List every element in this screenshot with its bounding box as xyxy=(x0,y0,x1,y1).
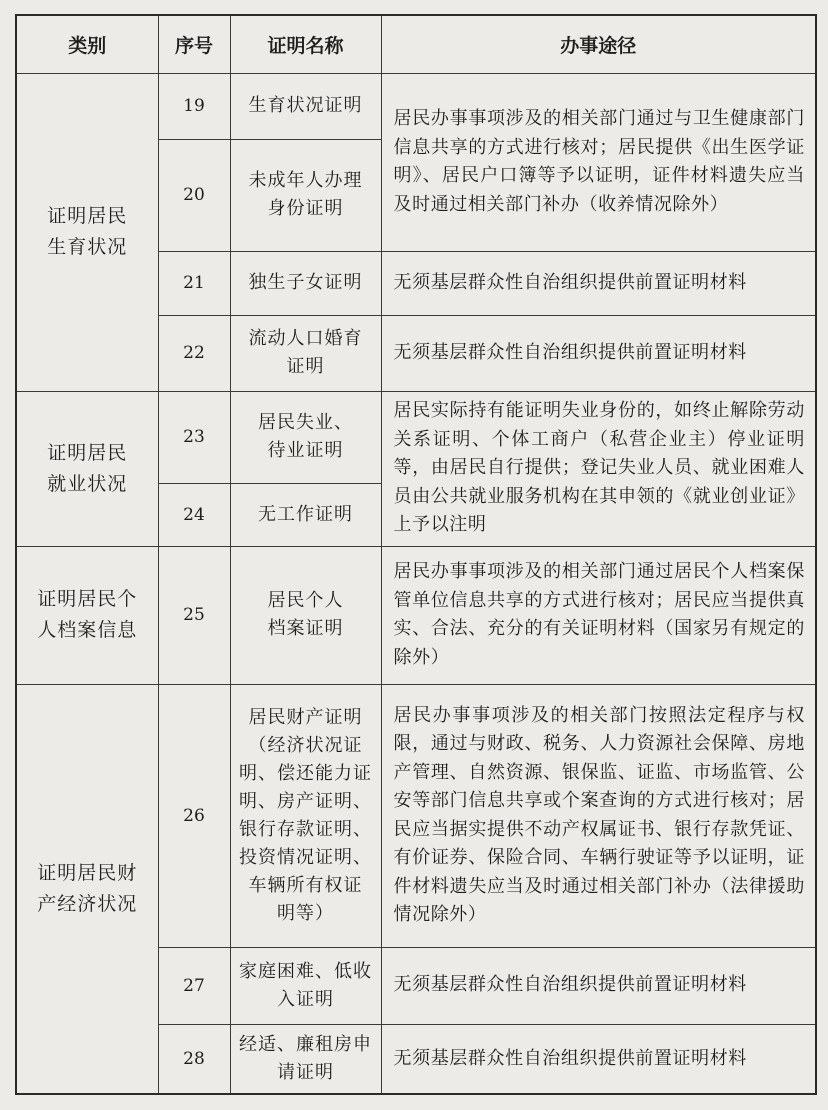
row-number: 28 xyxy=(158,1024,230,1094)
category-cell xyxy=(16,684,158,1094)
row-number: 25 xyxy=(158,546,230,684)
procedure-cell: 居民办事事项涉及的相关部门通过居民个人档案保管单位信息共享的方式进行核对；居民应当提供真实、合法、充分的有关证明材料（国家另有规定的除外） xyxy=(381,546,816,684)
certificate-table xyxy=(15,14,817,1095)
header-procedure: 办事途径 xyxy=(381,15,816,73)
row-number: 20 xyxy=(158,139,230,251)
certificate-name: 居民财产证明 （经济状况证 明、偿还能力证 明、房产证明、 银行存款证明、 投资情况证明、 车辆所有权证 明等） xyxy=(230,684,381,947)
header-certificate-name: 证明名称 xyxy=(230,15,381,73)
row-number: 22 xyxy=(158,315,230,391)
category-text: 证明居民个 人档案信息 xyxy=(37,588,138,641)
procedure-cell: 居民办事事项涉及的相关部门通过与卫生健康部门信息共享的方式进行核对；居民提供《出生医学证明》、居民户口簿等予以证明，证件材料遗失应当及时通过相关部门补办（收养情况除外） xyxy=(381,73,816,251)
certificate-name: 经适、廉租房申 请证明 xyxy=(230,1024,381,1094)
procedure-cell: 居民实际持有能证明失业身份的，如终止解除劳动关系证明、个体工商户（私营企业主）停业证明等，由居民自行提供；登记失业人员、就业困难人员由公共就业服务机构在其申领的《就业创业证》上予以注明 xyxy=(381,391,816,546)
certificate-name: 生育状况证明 xyxy=(230,73,381,139)
category-text: 证明居民 生育状况 xyxy=(47,205,128,258)
row-number: 23 xyxy=(158,391,230,483)
category-text: 证明居民财 产经济状况 xyxy=(37,861,138,915)
header-category: 类别 xyxy=(16,15,158,73)
row-number: 19 xyxy=(158,73,230,139)
row-number: 27 xyxy=(158,947,230,1024)
certificate-name: 居民失业、 待业证明 xyxy=(230,391,381,483)
certificate-name: 独生子女证明 xyxy=(230,251,381,315)
header-number: 序号 xyxy=(158,15,230,73)
table-row xyxy=(16,391,816,483)
procedure-cell: 无须基层群众性自治组织提供前置证明材料 xyxy=(381,1024,816,1094)
certificate-name: 居民个人 档案证明 xyxy=(230,546,381,684)
procedure-cell: 无须基层群众性自治组织提供前置证明材料 xyxy=(381,315,816,391)
procedure-cell: 居民办事事项涉及的相关部门按照法定程序与权限，通过与财政、税务、人力资源社会保障、房地产管理、自然资源、银保监、证监、市场监管、公安等部门信息共享或个案查询的方式进行核对；居民应当据实提供不动产权属证书、银行存款凭证、有价证券、保险合同、车辆行驶证等予以证明，证件材料遗失应当及时通过相关部门补办（法律援助情况除外） xyxy=(381,684,816,947)
category-cell xyxy=(16,546,158,684)
certificate-name: 家庭困难、低收 入证明 xyxy=(230,947,381,1024)
table-row xyxy=(16,546,816,684)
row-number: 24 xyxy=(158,483,230,546)
certificate-name: 无工作证明 xyxy=(230,483,381,546)
table-row xyxy=(16,684,816,947)
category-text: 证明居民 就业状况 xyxy=(47,441,128,495)
certificate-name: 流动人口婚育 证明 xyxy=(230,315,381,391)
procedure-cell: 无须基层群众性自治组织提供前置证明材料 xyxy=(381,251,816,315)
category-cell xyxy=(16,391,158,546)
table-row xyxy=(16,73,816,139)
category-cell xyxy=(16,73,158,391)
procedure-cell: 无须基层群众性自治组织提供前置证明材料 xyxy=(381,947,816,1024)
row-number: 21 xyxy=(158,251,230,315)
certificate-name: 未成年人办理 身份证明 xyxy=(230,139,381,251)
row-number: 26 xyxy=(158,684,230,947)
table-header-row xyxy=(16,15,816,73)
